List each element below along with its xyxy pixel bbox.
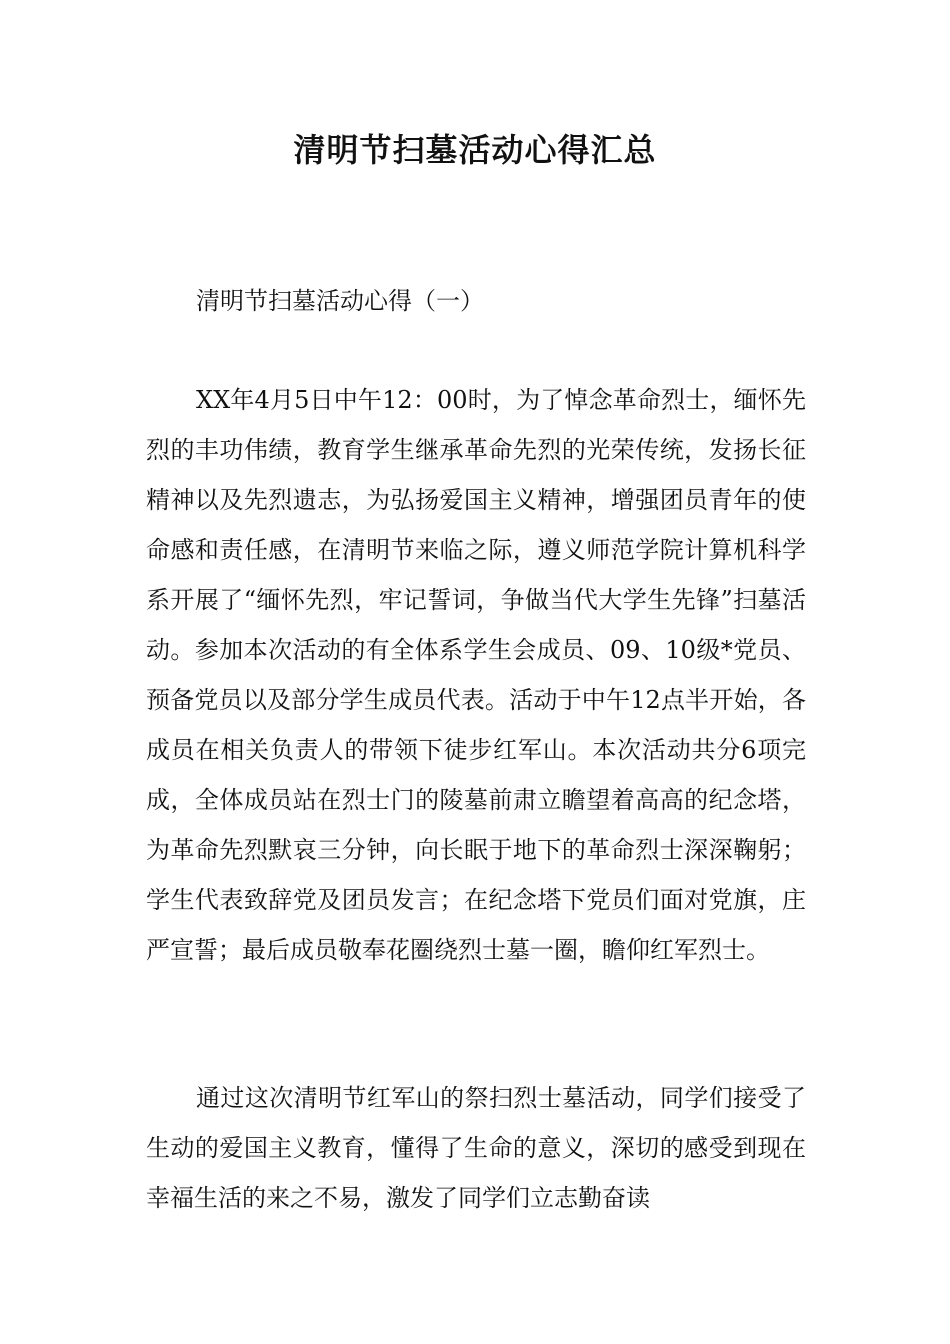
body-paragraph-2: 通过这次清明节红军山的祭扫烈士墓活动，同学们接受了生动的爱国主义教育，懂得了生命的意义，深切的感受到现在幸福生活的来之不易，激发了同学们立志勤奋读 (146, 1084, 806, 1212)
body-paragraph-1: XX年4月5日中午12：00时，为了悼念革命烈士，缅怀先烈的丰功伟绩，教育学生继承革命先烈的光荣传统，发扬长征精神以及先烈遗志，为弘扬爱国主义精神，增强团员青年的使命感和责任感，在清明节来临之际，遵义师范学院计算机科学系开展了“缅怀先烈，牢记誓词，争做当代大学生先锋”扫墓活动。参加本次活动的有全体系学生会成员、09、10级*党员、预备党员以及部分学生成员代表。活动于中午12点半开始，各成员在相关负责人的带领下徒步红军山。本次活动共分6项完成，全体成员站在烈士门的陵墓前肃立瞻望着高高的纪念塔，为革命先烈默哀三分钟，向长眠于地下的革命烈士深深鞠躬；学生代表致辞党及团员发言；在纪念塔下党员们面对党旗，庄严宣誓；最后成员敬奉花圈绕烈士墓一圈，瞻仰红军烈士。 (146, 386, 806, 964)
document-title: 清明节扫墓活动心得汇总 (293, 131, 657, 169)
section-heading: 清明节扫墓活动心得（一） (196, 287, 484, 315)
